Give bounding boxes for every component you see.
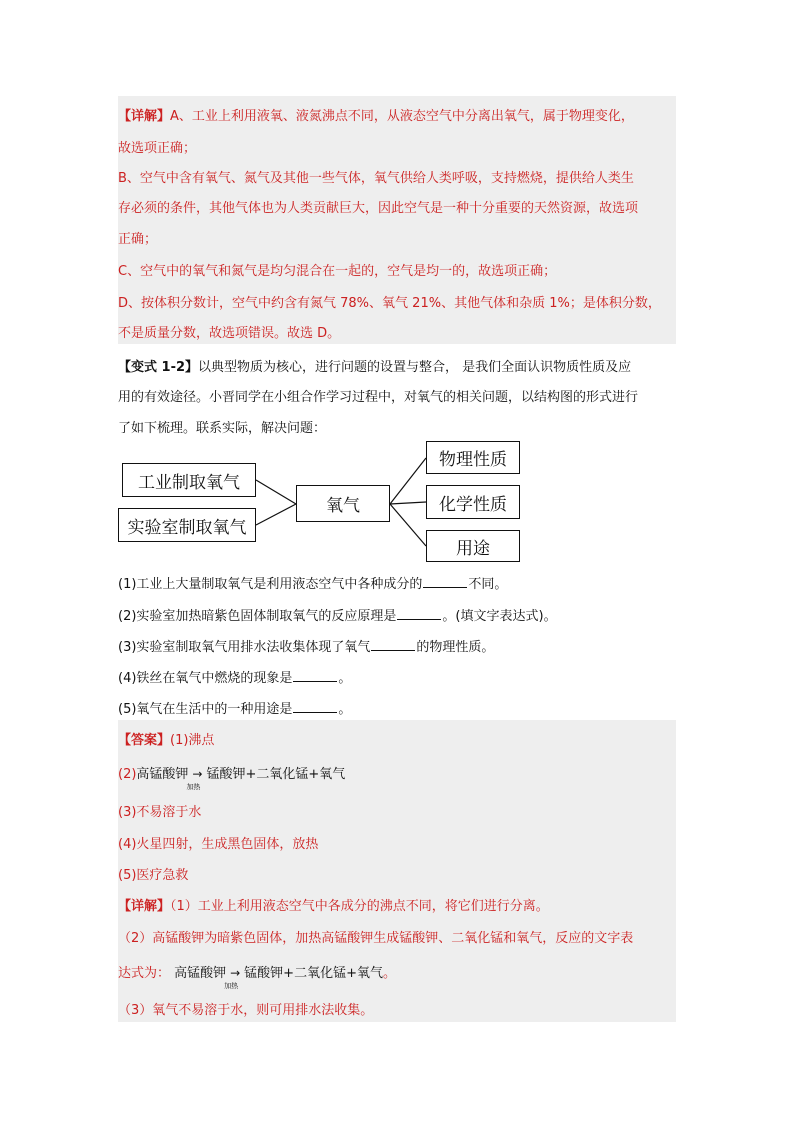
detail1-line-7: D、按体积分数计，空气中约含有氮气 78%、氧气 21%、其他气体和杂质 1%；是体积分数， [118,296,661,311]
answer-2-num: (2) [118,767,137,782]
answer-blank [371,640,415,651]
detail2-line-4: （3）氧气不易溶于水，则可用排水法收集。 [118,1003,374,1018]
answer-blank [293,702,337,713]
question-4-end: 。 [338,671,352,686]
diagram-box-oxygen: 氧气 [296,485,390,522]
question-2-end: 。(填文字表达式)。 [442,609,557,624]
answer-blank [293,671,337,682]
question-3-text: (3)实验室制取氧气用排水法收集体现了氧气 [118,640,371,655]
diagram-box-chemical: 化学性质 [426,485,520,519]
detail1-line-8: 不是质量分数，故选项错误。故选 D。 [118,326,341,341]
variant-tag: 【变式 1-2】 [118,360,199,375]
diagram-box-lab: 实验室制取氧气 [118,508,256,542]
detail2-line-3 [118,962,396,990]
answer-line-1 [118,729,214,748]
answer-2-reactant: 高锰酸钾 [136,767,189,782]
detail2-line-1 [118,895,549,914]
answer-2-products: 锰酸钾+二氧化锰+氧气 [206,767,346,782]
answer-1: (1)沸点 [170,733,215,748]
answer-line-2 [118,763,346,791]
diagram-box-physical: 物理性质 [426,441,520,474]
diagram-box-industrial: 工业制取氧气 [122,463,256,497]
detail2-end: 。 [382,966,396,981]
question-1-end: 不同。 [468,577,508,592]
variant-line-2: 用的有效途径。小晋同学在小组合作学习过程中，对氧气的相关问题，以结构图的形式进行 [118,390,639,405]
answer-blank [423,577,467,588]
detail2-prefix: 达式为： [118,966,171,981]
question-3-end: 的物理性质。 [416,640,495,655]
question-2 [118,605,557,624]
detail1-line-4: 存必须的条件，其他气体也为人类贡献巨大，因此空气是一种十分重要的天然资源，故选项 [118,201,639,216]
answer-blank [397,609,441,620]
answer-tag: 【答案】 [118,733,171,748]
variant-text: 以典型物质为核心，进行问题的设置与整合， 是我们全面认识物质性质及应 [198,360,632,375]
detail2-tag: 【详解】 [118,899,171,914]
question-1-text: (1)工业上大量制取氧气是利用液态空气中各种成分的 [118,577,423,592]
reaction-condition: 加热 [224,982,239,990]
arrow-icon: → [230,966,241,980]
detail1-line-6: C、空气中的氧气和氮气是均匀混合在一起的，空气是均一的，故选项正确； [118,264,557,279]
detail1-text: A、工业上利用液氧、液氮沸点不同，从液态空气中分离出氧气，属于物理变化， [170,109,634,124]
diagram-box-use: 用途 [426,530,520,562]
detail1-line-5: 正确； [118,232,158,247]
question-5-end: 。 [338,702,352,717]
detail1-tag: 【详解】 [118,109,171,124]
question-4 [118,667,351,686]
detail2-line-2: （2）高锰酸钾为暗紫色固体，加热高锰酸钾生成锰酸钾、二氧化锰和氧气，反应的文字表 [118,931,634,946]
question-4-text: (4)铁丝在氧气中燃烧的现象是 [118,671,293,686]
answer-line-4: (4)火星四射，生成黑色固体，放热 [118,837,319,852]
question-5 [118,698,351,717]
arrow-icon: → [192,767,203,781]
detail2-products: 锰酸钾+二氧化锰+氧气 [244,966,383,981]
answer-line-3: (3)不易溶于水 [118,805,202,820]
question-5-text: (5)氧气在生活中的一种用途是 [118,702,293,717]
answer-line-5: (5)医疗急救 [118,868,189,883]
detail1-line-3: B、空气中含有氧气、氮气及其他一些气体，氧气供给人类呼吸，支持燃烧，提供给人类生 [118,171,634,186]
question-1 [118,573,507,592]
detail2-text-1: （1）工业上利用液态空气中各成分的沸点不同，将它们进行分离。 [170,899,549,914]
question-2-text: (2)实验室加热暗紫色固体制取氧气的反应原理是 [118,609,397,624]
question-3 [118,636,494,655]
detail1-line-2: 故选项正确； [118,141,197,156]
reaction-arrow [186,767,206,791]
reaction-condition: 加热 [186,783,201,791]
detail2-reactant: 高锰酸钾 [174,966,227,981]
reaction-arrow [224,966,244,990]
variant-line-3: 了如下梳理。联系实际，解决问题： [118,421,327,436]
